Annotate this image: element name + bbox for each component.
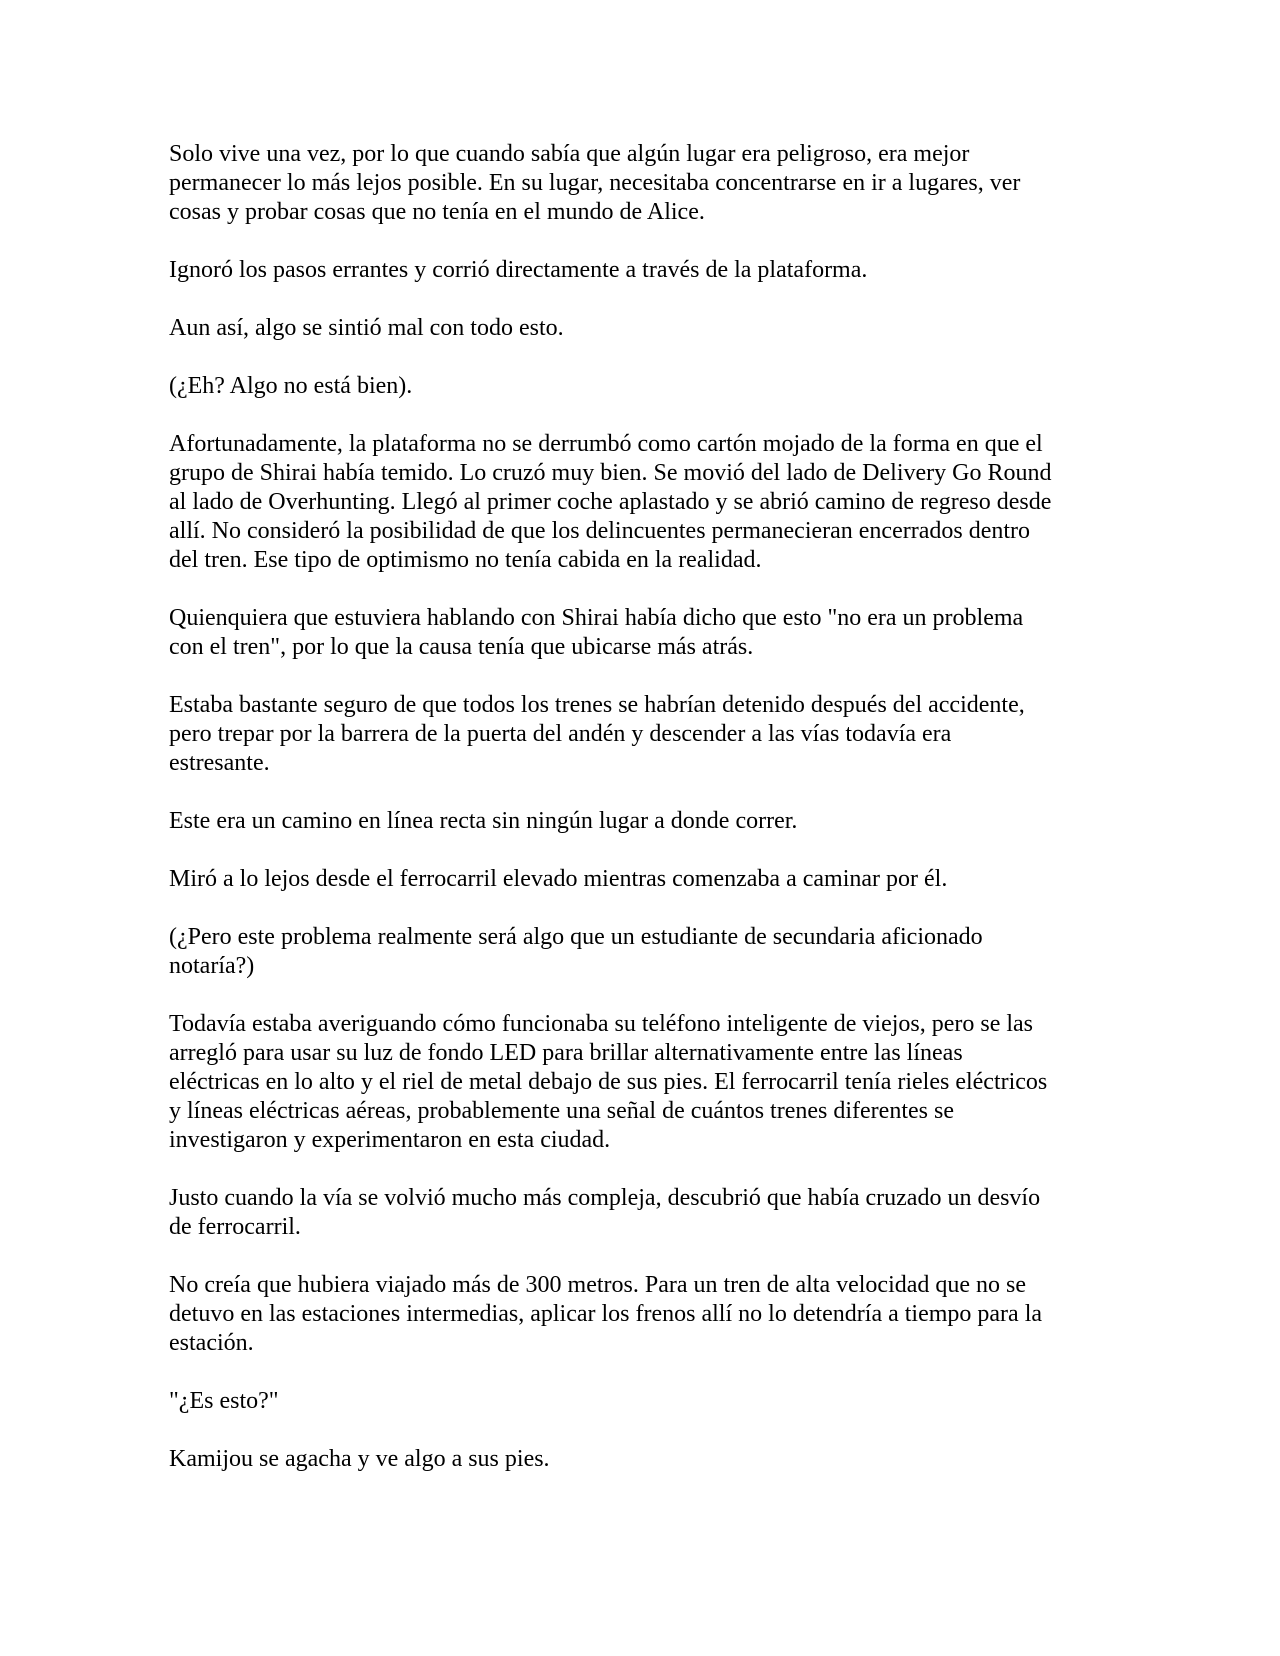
paragraph: (¿Pero este problema realmente será algo que un estudiante de secundaria aficionado notaría?) — [169, 924, 983, 979]
paragraph: Quienquiera que estuviera hablando con Shirai había dicho que esto "no era un problema con el tren", por lo que la causa tenía que ubicarse más atrás. — [169, 605, 1024, 660]
paragraph: Aun así, algo se sintió mal con todo esto. — [169, 315, 564, 341]
paragraph: Kamijou se agacha y ve algo a sus pies. — [169, 1446, 550, 1472]
paragraph: Solo vive una vez, por lo que cuando sabía que algún lugar era peligroso, era mejor permanecer lo más lejos posible. En su lugar, necesitaba concentrarse en ir a lugares, ver cosas y probar cosas que no tenía en el mundo de Alice. — [169, 141, 1021, 225]
paragraph: No creía que hubiera viajado más de 300 metros. Para un tren de alta velocidad que no se detuvo en las estaciones intermedias, aplicar los frenos allí no lo detendría a tiempo para la estación. — [169, 1272, 1043, 1356]
paragraph: Ignoró los pasos errantes y corrió directamente a través de la plataforma. — [169, 257, 868, 283]
paragraph: Justo cuando la vía se volvió mucho más compleja, descubrió que había cruzado un desvío de ferrocarril. — [169, 1185, 1041, 1240]
paragraph: Todavía estaba averiguando cómo funcionaba su teléfono inteligente de viejos, pero se las arregló para usar su luz de fondo LED para brillar alternativamente entre las líneas eléctricas en lo alto y el riel de metal debajo de sus pies. El ferrocarril tenía rieles eléctricos y líneas eléctricas aéreas, probablemente una señal de cuántos trenes diferentes se investigaron y experimentaron en esta ciudad. — [169, 1011, 1048, 1153]
paragraph: (¿Eh? Algo no está bien). — [169, 373, 413, 399]
paragraph: Miró a lo lejos desde el ferrocarril elevado mientras comenzaba a caminar por él. — [169, 866, 948, 892]
paragraph: Este era un camino en línea recta sin ningún lugar a donde correr. — [169, 808, 798, 834]
text-block — [169, 140, 1057, 1503]
paragraph: "¿Es esto?" — [169, 1388, 279, 1414]
paragraph: Estaba bastante seguro de que todos los trenes se habrían detenido después del accidente, pero trepar por la barrera de la puerta del andén y descender a las vías todavía era estresante. — [169, 692, 1025, 776]
paragraph: Afortunadamente, la plataforma no se derrumbó como cartón mojado de la forma en que el grupo de Shirai había temido. Lo cruzó muy bien. Se movió del lado de Delivery Go Round al lado de Overhunting. Llegó al primer coche aplastado y se abrió camino de regreso desde allí. No consideró la posibilidad de que los delincuentes permanecieran encerrados dentro del tren. Ese tipo de optimismo no tenía cabida en la realidad. — [169, 431, 1052, 573]
